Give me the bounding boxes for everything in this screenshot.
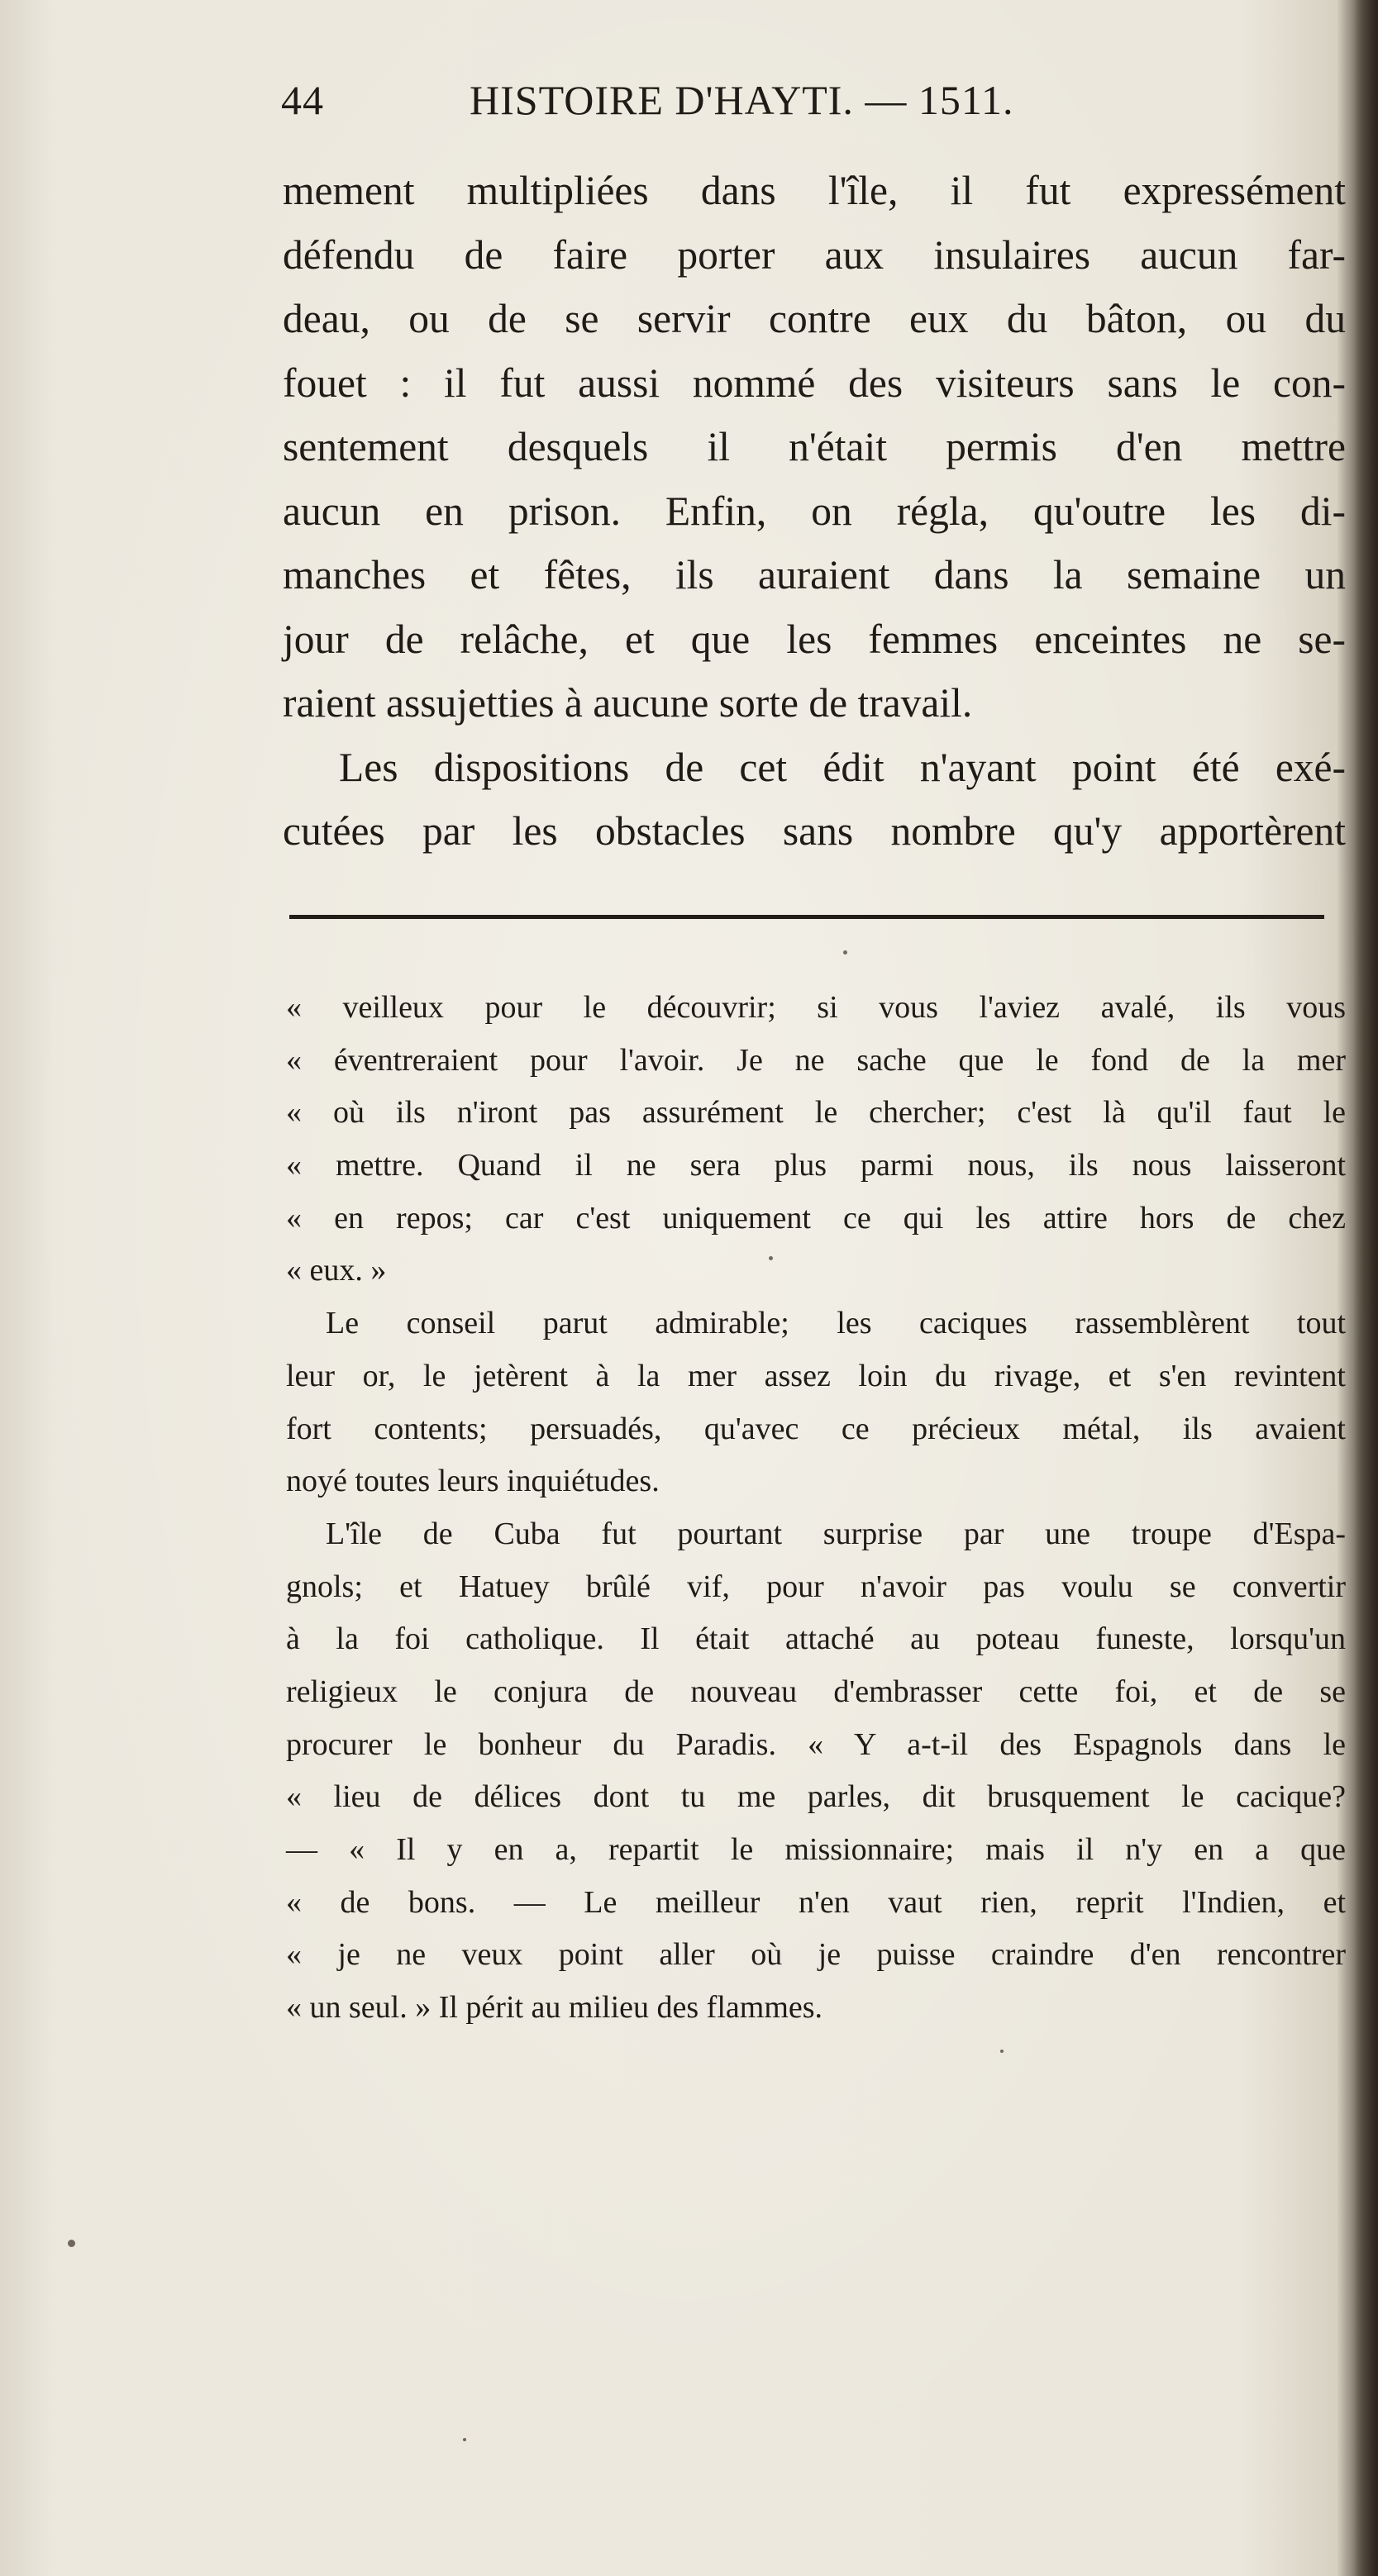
note-line: « où ils n'iront pas assurément le chercher; c'est là qu'il faut le bbox=[286, 1095, 1346, 1131]
body-line: sentement desquels il n'était permis d'en mettre bbox=[283, 424, 1346, 469]
note-line: « éventreraient pour l'avoir. Je ne sache que le fond de la mer bbox=[286, 1042, 1346, 1078]
note-line: fort contents; persuadés, qu'avec ce précieux métal, ils avaient bbox=[286, 1411, 1346, 1446]
note-line: « lieu de délices dont tu me parles, dit brusquement le cacique? bbox=[286, 1779, 1346, 1815]
body-line: raient assujetties à aucune sorte de travail. bbox=[283, 680, 973, 726]
note-line: procurer le bonheur du Paradis. « Y a-t-il des Espagnols dans le bbox=[286, 1726, 1346, 1762]
body-line: deau, ou de se servir contre eux du bâton, ou du bbox=[283, 296, 1346, 341]
note-line: à la foi catholique. Il était attaché au poteau funeste, lorsqu'un bbox=[286, 1621, 1346, 1657]
running-title: HISTOIRE D'HAYTI. — 1511. bbox=[470, 77, 1014, 123]
footnote-separator bbox=[289, 915, 1324, 919]
paper-speck bbox=[1000, 2050, 1004, 2053]
note-line: gnols; et Hatuey brûlé vif, pour n'avoir pas voulu se convertir bbox=[286, 1569, 1346, 1604]
footnote-text bbox=[286, 982, 1346, 2035]
note-line: noyé toutes leurs inquiétudes. bbox=[286, 1464, 660, 1499]
paper-speck bbox=[769, 1256, 773, 1260]
body-line: manches et fêtes, ils auraient dans la semaine un bbox=[283, 552, 1346, 598]
body-line: Les dispositions de cet édit n'ayant point été exé- bbox=[339, 744, 1346, 790]
body-line: défendu de faire porter aux insulaires aucun far- bbox=[283, 231, 1346, 278]
running-header bbox=[281, 76, 1356, 142]
note-line: religieux le conjura de nouveau d'embrasser cette foi, et de se bbox=[286, 1674, 1346, 1709]
note-line: « en repos; car c'est uniquement ce qui les attire hors de chez bbox=[286, 1200, 1346, 1236]
page-number: 44 bbox=[281, 77, 324, 123]
note-line: « un seul. » Il périt au milieu des flammes. bbox=[286, 1990, 823, 2026]
paper-speck bbox=[843, 950, 847, 955]
body-line: cutées par les obstacles sans nombre qu'y apportèrent bbox=[283, 808, 1346, 854]
note-line: L'île de Cuba fut pourtant surprise par une troupe d'Espa- bbox=[326, 1516, 1346, 1551]
note-line: — « Il y en a, repartit le missionnaire; mais il n'y en a que bbox=[286, 1832, 1346, 1867]
binding-gutter-shadow bbox=[1353, 0, 1378, 2576]
body-line: mement multipliées dans l'île, il fut expressément bbox=[283, 168, 1346, 213]
main-text bbox=[283, 159, 1346, 864]
note-line: « eux. » bbox=[286, 1253, 387, 1288]
note-line: leur or, le jetèrent à la mer assez loin du rivage, et s'en revintent bbox=[286, 1358, 1346, 1393]
note-line: « de bons. — Le meilleur n'en vaut rien, reprit l'Indien, et bbox=[286, 1884, 1346, 1920]
paper-speck bbox=[68, 2240, 75, 2247]
body-line: jour de relâche, et que les femmes enceintes ne se- bbox=[283, 616, 1346, 662]
body-line: fouet : il fut aussi nommé des visiteurs sans le con- bbox=[283, 359, 1346, 406]
note-line: « mettre. Quand il ne sera plus parmi nous, ils nous laisseront bbox=[286, 1148, 1346, 1183]
note-line: « veilleux pour le découvrir; si vous l'aviez avalé, ils vous bbox=[286, 990, 1346, 1025]
note-line: Le conseil parut admirable; les caciques rassemblèrent tout bbox=[326, 1306, 1346, 1341]
note-line: « je ne veux point aller où je puisse craindre d'en rencontrer bbox=[286, 1937, 1346, 1973]
paper-speck bbox=[463, 2438, 466, 2441]
body-line: aucun en prison. Enfin, on régla, qu'outre les di- bbox=[283, 488, 1346, 534]
